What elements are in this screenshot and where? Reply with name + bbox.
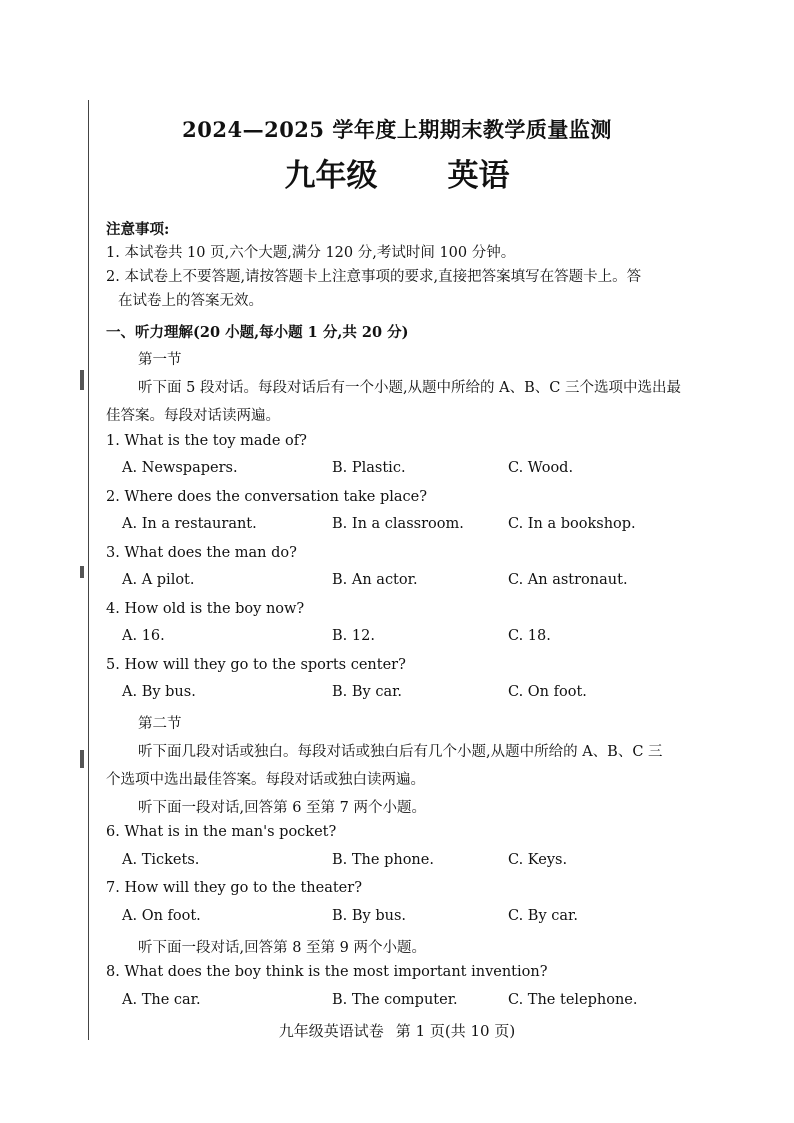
option-b: B. 12. — [332, 628, 375, 644]
option-c: C. By car. — [508, 908, 578, 924]
option-c: C. In a bookshop. — [508, 516, 636, 532]
options-8 — [122, 992, 722, 1012]
option-b: B. Plastic. — [332, 460, 406, 476]
option-b: B. By car. — [332, 684, 403, 700]
options-3 — [122, 572, 722, 592]
option-a: A. A pilot. — [122, 572, 195, 588]
dialog-instruction-1: 听下面一段对话,回答第 6 至第 7 两个小题。 — [138, 800, 426, 816]
option-a: A. The car. — [122, 992, 201, 1008]
binding-mark — [80, 750, 84, 768]
notice-item-2-cont: 在试卷上的答案无效。 — [118, 293, 263, 309]
question-8: 8. What does the boy think is the most important invention? — [106, 964, 548, 980]
option-b: B. An actor. — [332, 572, 418, 588]
subject-label: 英语 — [447, 158, 510, 194]
notice-item-1: 1. 本试卷共 10 页,六个大题,满分 120 分,考试时间 100 分钟。 — [106, 245, 516, 261]
section1-instruction: 听下面 5 段对话。每段对话后有一个小题,从题中所给的 A、B、C 三个选项中选出最 — [138, 380, 681, 396]
option-b: B. In a classroom. — [332, 516, 464, 532]
part1-heading: 一、听力理解(20 小题,每小题 1 分,共 20 分) — [106, 324, 409, 341]
question-5: 5. How will they go to the sports center? — [106, 657, 406, 673]
grade-label: 九年级 — [284, 158, 378, 194]
options-6 — [122, 852, 722, 872]
footer-page-number: 第 1 页(共 10 页) — [395, 1022, 516, 1040]
section1-instruction-cont: 佳答案。每段对话读两遍。 — [106, 408, 280, 424]
option-b: B. The phone. — [332, 852, 434, 868]
option-a: A. In a restaurant. — [122, 516, 257, 532]
option-b: B. By bus. — [332, 908, 407, 924]
options-4 — [122, 628, 722, 648]
page-footer — [0, 1020, 794, 1041]
section2-instruction: 听下面几段对话或独白。每段对话或独白后有几个小题,从题中所给的 A、B、C 三 — [138, 744, 663, 760]
option-c: C. On foot. — [508, 684, 587, 700]
dialog-instruction-2: 听下面一段对话,回答第 8 至第 9 两个小题。 — [138, 940, 426, 956]
option-a: A. By bus. — [122, 684, 196, 700]
notice-item-2: 2. 本试卷上不要答题,请按答题卡上注意事项的要求,直接把答案填写在答题卡上。答 — [106, 269, 642, 285]
option-a: A. On foot. — [122, 908, 201, 924]
binding-line — [88, 100, 89, 1040]
option-b: B. The computer. — [332, 992, 458, 1008]
notice-heading: 注意事项: — [106, 221, 170, 238]
option-c: C. Wood. — [508, 460, 574, 476]
option-a: A. 16. — [122, 628, 165, 644]
options-1 — [122, 460, 722, 480]
question-6: 6. What is in the man's pocket? — [106, 824, 337, 840]
option-c: C. An astronaut. — [508, 572, 628, 588]
options-5 — [122, 684, 722, 704]
options-7 — [122, 908, 722, 928]
option-c: C. The telephone. — [508, 992, 638, 1008]
footer-paper-name: 九年级英语试卷 — [278, 1022, 384, 1040]
question-3: 3. What does the man do? — [106, 545, 297, 561]
question-1: 1. What is the toy made of? — [106, 433, 307, 449]
question-4: 4. How old is the boy now? — [106, 601, 305, 617]
option-c: C. 18. — [508, 628, 551, 644]
exam-title: 2024—2025 学年度上期期末教学质量监测 — [182, 117, 612, 142]
question-7: 7. How will they go to the theater? — [106, 880, 362, 896]
binding-mark — [80, 370, 84, 390]
binding-mark — [80, 566, 84, 578]
section2-instruction-cont: 个选项中选出最佳答案。每段对话或独白读两遍。 — [106, 772, 425, 788]
question-2: 2. Where does the conversation take place? — [106, 489, 427, 505]
option-c: C. Keys. — [508, 852, 568, 868]
option-a: A. Tickets. — [122, 852, 200, 868]
section2-label: 第二节 — [138, 716, 182, 732]
exam-subtitle — [0, 150, 794, 195]
section1-label: 第一节 — [138, 352, 182, 368]
option-a: A. Newspapers. — [122, 460, 238, 476]
options-2 — [122, 516, 722, 536]
